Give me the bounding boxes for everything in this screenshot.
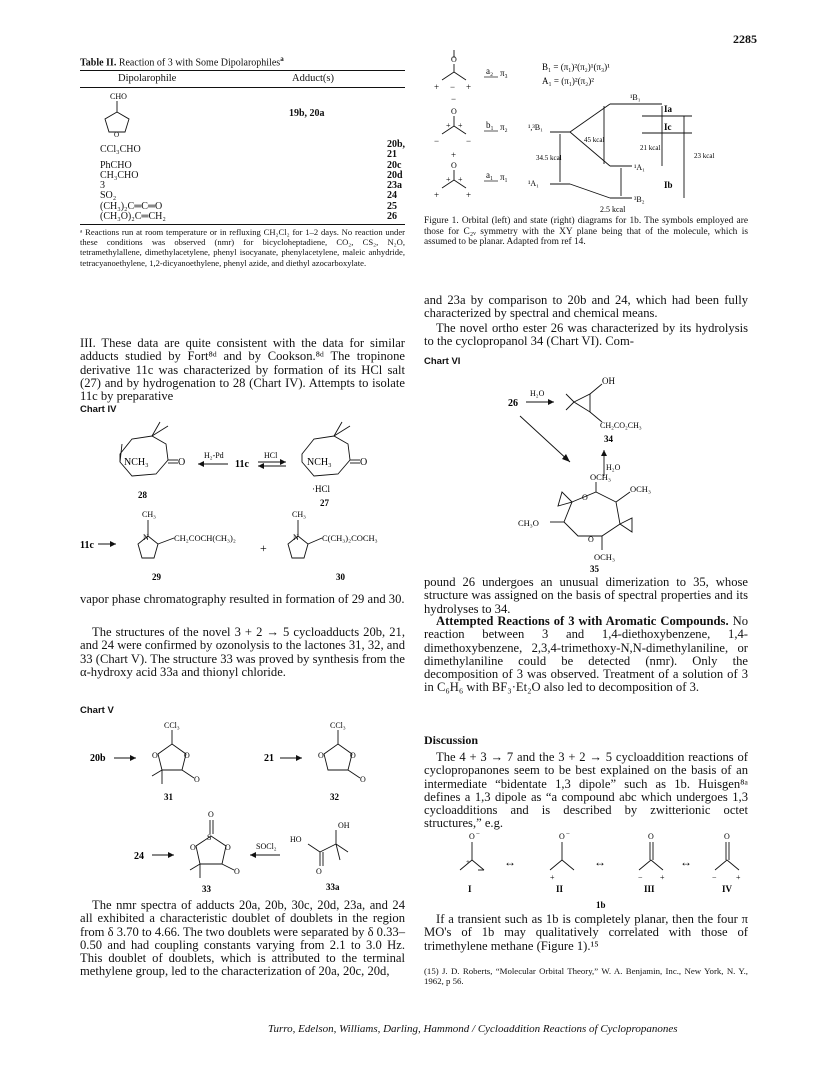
- figure1-caption: Figure 1. Orbital (left) and state (right) diagrams for 1b. The symbols employed are those for C₂ᵥ symmetry with the XY plane being that of the molecule, which is assumed to be planar. Adapted from ref 14.: [424, 216, 748, 248]
- c33a-o: O: [316, 867, 322, 876]
- discussion-heading: Discussion: [424, 733, 479, 747]
- c33-s: S: [207, 833, 212, 842]
- table-cell-adducts: 20c: [386, 159, 402, 171]
- state-1A1-left: ¹A₁: [528, 179, 539, 188]
- label-33a: 33a: [326, 882, 340, 892]
- col1-paragraph-2: [80, 593, 405, 606]
- col2-paragraph-4-title: Attempted Reactions of 3 with Aromatic Compounds.: [436, 614, 729, 628]
- res-III-o: O: [648, 832, 654, 841]
- table-cell-dipolarophile: PhCHO: [100, 159, 132, 171]
- state-3B2: ³B₂: [634, 195, 645, 204]
- table-caption: [80, 55, 405, 68]
- chart5-label: Chart V: [80, 705, 114, 716]
- c31-o3: O: [194, 775, 200, 784]
- svg-text:−: −: [451, 94, 457, 104]
- svg-text:−: −: [712, 873, 717, 882]
- table-bottom-rule: [80, 224, 405, 225]
- c31-o1: O: [152, 751, 158, 760]
- table-cell-adducts: 20b, 21: [386, 139, 405, 161]
- c32-o1: O: [318, 751, 324, 760]
- c33a-ho: HO: [290, 835, 302, 844]
- orb-a2: a₂: [486, 66, 494, 76]
- table-cell-adducts: 24: [386, 190, 397, 202]
- table-row: [100, 212, 405, 222]
- c28-nch3: NCH₃: [124, 457, 149, 468]
- orb-b1: b₁: [486, 120, 494, 130]
- orb3-o: O: [451, 161, 457, 170]
- res-I-o: O: [469, 832, 475, 841]
- table-body: [100, 140, 405, 222]
- table-cell-dipolarophile: CCl₃CHO: [100, 144, 141, 156]
- label-11c-bottom: 11c: [80, 540, 94, 551]
- arrow-26-to-35: [520, 416, 570, 462]
- c29-ch3: CH₃: [142, 510, 156, 519]
- c35-o2: O: [588, 535, 594, 544]
- c35-o1: O: [582, 493, 588, 502]
- svg-text:+: +: [446, 121, 451, 130]
- svg-text:+: +: [550, 873, 555, 882]
- table-cell-adducts: 26: [386, 211, 397, 223]
- c32-o3: O: [360, 775, 366, 784]
- orb-a1: a₁: [486, 170, 494, 180]
- svg-text:+: +: [466, 190, 472, 200]
- table-header-adducts: Adduct(s): [292, 73, 334, 84]
- col1-paragraph-2-text: vapor phase chromatography resulted in formation of 29 and 30.: [80, 592, 405, 606]
- res-label-I: I: [468, 884, 472, 894]
- label-11c-top: 11c: [235, 459, 249, 470]
- a1-definition: A₁ = (π₁)²(π₂)²: [542, 76, 594, 86]
- c28-o: O: [178, 457, 186, 468]
- label-20b: 20b: [90, 753, 106, 764]
- col2-paragraph-2-text: The novel ortho ester 26 was characterized by its hydrolysis to the cyclopropanol 34 (Chart VI). Com-: [424, 321, 748, 349]
- svg-text:+: +: [466, 82, 472, 92]
- furfural-adducts: 19b, 20a: [289, 108, 325, 119]
- svg-text:−: −: [466, 136, 472, 146]
- label-28: 28: [138, 490, 147, 500]
- energy-21: 21 kcal: [640, 144, 661, 152]
- c33-o2: O: [225, 843, 231, 852]
- c30-substituent: C(CH₃)₂COCH₃: [322, 533, 378, 543]
- table-caption-mark: a: [280, 55, 284, 63]
- svg-text:−: −: [476, 830, 480, 838]
- page-number: 2285: [733, 32, 757, 46]
- state-13B1: ¹,³B₁: [528, 123, 543, 132]
- col2-paragraph-3-text: pound 26 undergoes an unusual dimerization to 35, whose structure was assigned on the basis of spectral properties and its hydrolyses to 34.: [424, 575, 748, 616]
- orb2-o: O: [451, 107, 457, 116]
- label-30: 30: [336, 572, 345, 582]
- label-Ic: Ic: [664, 122, 672, 132]
- label-Ia: Ia: [664, 104, 673, 114]
- compound-34-structure: [566, 384, 602, 422]
- c27-o: O: [360, 457, 368, 468]
- c33-o3: O: [234, 867, 240, 876]
- energy-45: 45 kcal: [584, 136, 605, 144]
- col1-paragraph-3-text: The structures of the novel 3 + 2 → 5 cycloadducts 20b, 21, and 24 were confirmed by ozonolysis to the lactones 31, 32, and 33 (Chart V). The structure 33 was proved by synthesis from the α-hydroxy acid 33a and thionyl chloride.: [80, 625, 405, 679]
- table-row: [100, 181, 405, 191]
- table-row: [100, 140, 405, 161]
- table-cell-adducts: 23a: [386, 180, 402, 192]
- table-cell-dipolarophile: (CH₃O)₂C═CH₂: [100, 211, 166, 223]
- res-arrow-3: ↔: [680, 855, 692, 869]
- orb-pi3: π₃: [500, 68, 508, 78]
- label-31: 31: [164, 792, 173, 802]
- c33-o1: O: [190, 843, 196, 852]
- table-cell-adducts: 20d: [386, 169, 403, 181]
- chart5-scheme: [80, 718, 405, 894]
- res-label-II: II: [556, 884, 564, 894]
- col2-paragraph-5-text: The 4 + 3 → 7 and the 3 + 2 → 5 cycloaddition reactions of cyclopropanones seem to be best explained on the basis of an intermediate “bidentate 1,3 dipole” such as 1b. Huisgen⁸ᵃ defines a 1,3 dipole as “a compound abc which undergoes 1,3 cycloadditions and is described by zwitterionic octet structures,” e.g.: [424, 750, 748, 831]
- running-footer: Turro, Edelson, Williams, Darling, Hammond / Cycloaddition Reactions of Cyclopropanones: [268, 1023, 678, 1035]
- label-33: 33: [202, 884, 211, 894]
- c31-o2: O: [184, 751, 190, 760]
- table-cell-adducts: 25: [386, 200, 397, 212]
- table-top-rule: [80, 70, 405, 71]
- c31-ccl3: CCl₃: [164, 721, 180, 730]
- c35-och3-right: OCH₃: [630, 484, 651, 494]
- c34-oh: OH: [602, 376, 615, 386]
- table-cell-dipolarophile: SO₂: [100, 190, 117, 202]
- state-1B1-top: ¹B₁: [630, 93, 641, 102]
- b1-definition: B₁ = (π₁)²(π₂)¹(π₃)¹: [542, 62, 610, 72]
- res-arrow-1: ↔: [504, 855, 516, 869]
- orb1-o: O: [451, 55, 457, 64]
- chart4-scheme: [80, 414, 405, 586]
- res-arrow-2: ↔: [594, 855, 606, 869]
- res-label-III: III: [644, 884, 655, 894]
- chart6-label: Chart VI: [424, 356, 461, 367]
- col2-paragraph-1-text: and 23a by comparison to 20b and 24, which had been fully characterized by spectral and chemical means.: [424, 293, 748, 321]
- col2-paragraph-6: [424, 913, 748, 953]
- reference-15: (15) J. D. Roberts, “Molecular Orbital Theory,” W. A. Benjamin, Inc., New York, N. Y., 1962, p 56.: [424, 966, 748, 987]
- orb-pi2: π₂: [500, 122, 508, 132]
- res-IV-o: O: [724, 832, 730, 841]
- col2-paragraph-1: [424, 294, 748, 321]
- energy-23: 23 kcal: [694, 152, 715, 160]
- c30-ch3: CH₃: [292, 510, 306, 519]
- table-rows: [100, 140, 405, 222]
- label-26: 26: [508, 398, 518, 409]
- furfural-structure: [100, 88, 160, 140]
- svg-text:+: +: [446, 175, 451, 184]
- furfural-ring-o: O: [114, 131, 120, 139]
- furfural-cho-label: CHO: [110, 92, 127, 101]
- hcl-reagent: HCl: [264, 451, 278, 460]
- c27-hcl: ·HCl: [312, 484, 330, 494]
- svg-text:+: +: [458, 175, 463, 184]
- plus-sign: +: [260, 541, 267, 555]
- table-footnote: ᵃ Reactions run at room temperature or in refluxing CH₂Cl₂ for 1–2 days. No reaction under these conditions was observed (nmr) for bicycloheptadiene, CO₂, CS₂, N₂O, tetramethylallene, dimethylacetylene, phenyl isocyanate, phenylacetylene, maleic anhydride, tetracyanoethylene, 1,2-dicyanoethylene, phenyl azide, and diethyl azocarboxylate.: [80, 227, 405, 268]
- col2-paragraph-2: [424, 322, 748, 349]
- state-1A1-right: ¹A₁: [634, 163, 645, 172]
- energy-2-5: 2.5 kcal: [600, 205, 626, 214]
- c33a-oh: OH: [338, 821, 350, 830]
- c30-n: N: [293, 533, 299, 542]
- svg-text:+: +: [736, 873, 741, 882]
- col2-paragraph-4: [424, 615, 748, 695]
- table-cell-dipolarophile: 3: [100, 180, 105, 192]
- col1-paragraph-1-text: III. These data are quite consistent with the data for similar adducts studied by Fort⁸ᵈ and by Cookson.⁸ᵈ The tropinone derivative 11c was characterized by formation of its HCl salt (27) and by hydrogenation to 28 (Chart IV). Attempts to isolate 11c by preparative: [80, 336, 405, 404]
- compound-33a-structure: [308, 830, 348, 866]
- resonance-structures: [424, 828, 748, 912]
- h2pd-reagent: H₂-Pd: [204, 451, 224, 460]
- c32-o2: O: [350, 751, 356, 760]
- table-row: [100, 161, 405, 171]
- col2-paragraph-6-text: If a transient such as 1b is completely planar, then the four π MO's of 1b may qualitatively correlated with those of trimethylene methane (Figure 1).¹⁵: [424, 912, 748, 953]
- col2-paragraph-4-text: No reaction between 3 and 1,4-diethoxybenzene, 1,4-dimethoxybenzene, 2,3,4-trimethoxy-N,N-dimethylaniline, or dimethylaniline could be detected (nmr). Only the decomposition of 3 was observed. Treatment of a solution of 3 in C₆H₆ with BF₃·Et₂O also led to decomposition of 3.: [424, 614, 748, 695]
- energy-34-5: 34.5 kcal: [536, 154, 562, 162]
- c29-substituent: CH₂COCH(CH₃)₂: [174, 533, 236, 543]
- col1-paragraph-4-text: The nmr spectra of adducts 20a, 20b, 30c, 20d, 23a, and 24 all exhibited a characteristic doublet of doublets in the region from δ 3.70 to 4.66. The two doublets were separated by δ 0.33–0.50 and had coupling constants varying from 2.1 to 3.0 Hz. This doublet of doublets, which is attributed to the terminal methylene group, led to the characterization of 20a, 20c, 20d,: [80, 898, 406, 979]
- c33-o-top: O: [208, 810, 214, 819]
- table-cell-dipolarophile: (CH₃)₂C═C═O: [100, 200, 163, 212]
- table-row: [100, 171, 405, 181]
- chart4-label: Chart IV: [80, 404, 117, 415]
- col1-paragraph-3: [80, 626, 405, 679]
- label-29: 29: [152, 572, 161, 582]
- h2o-reagent-side: H₂O: [606, 463, 621, 472]
- res-II-o: O: [559, 832, 565, 841]
- label-27: 27: [320, 498, 329, 508]
- col1-paragraph-4: [80, 899, 405, 979]
- svg-text:−: −: [434, 136, 440, 146]
- c35-och3-bottom: OCH₃: [594, 552, 615, 562]
- svg-text:−: −: [638, 873, 643, 882]
- svg-text:−: −: [450, 82, 456, 92]
- label-24: 24: [134, 851, 144, 862]
- table-header-dipolarophile: Dipolarophile: [118, 73, 177, 84]
- label-32: 32: [330, 792, 339, 802]
- svg-text:−: −: [566, 830, 570, 838]
- table-caption-text: Reaction of 3 with Some Dipolarophiles: [118, 57, 281, 69]
- label-34: 34: [604, 434, 613, 444]
- socl2-reagent: SOCl₂: [256, 842, 277, 851]
- svg-text:+: +: [458, 121, 463, 130]
- c34-ch2co2ch3: CH₂CO₂CH₃: [600, 421, 642, 430]
- orb-pi1: π₁: [500, 172, 508, 182]
- svg-text:+: +: [466, 858, 470, 866]
- chart6-scheme: [424, 366, 748, 574]
- table-cell-dipolarophile: CH₃CHO: [100, 169, 139, 181]
- c29-n: N: [143, 533, 149, 542]
- label-Ib: Ib: [664, 180, 673, 190]
- label-35: 35: [590, 564, 599, 574]
- res-label-IV: IV: [722, 884, 733, 894]
- table-caption-label: Table II.: [80, 57, 117, 69]
- res-label-1b: 1b: [596, 900, 606, 910]
- figure1-diagram: [424, 46, 748, 214]
- c35-ch3o: CH₃O: [518, 518, 539, 528]
- h2o-reagent-top: H₂O: [530, 389, 545, 398]
- col2-paragraph-5: [424, 751, 748, 831]
- svg-text:+: +: [660, 873, 665, 882]
- c35-och3-top: OCH₃: [590, 472, 611, 482]
- svg-text:+: +: [434, 82, 440, 92]
- col2-paragraph-3: [424, 576, 748, 616]
- c27-nch3: NCH₃: [307, 457, 332, 468]
- c32-ccl3: CCl₃: [330, 721, 346, 730]
- svg-text:+: +: [451, 150, 457, 160]
- col1-paragraph-1: [80, 337, 405, 403]
- svg-text:+: +: [434, 190, 440, 200]
- label-21: 21: [264, 753, 274, 764]
